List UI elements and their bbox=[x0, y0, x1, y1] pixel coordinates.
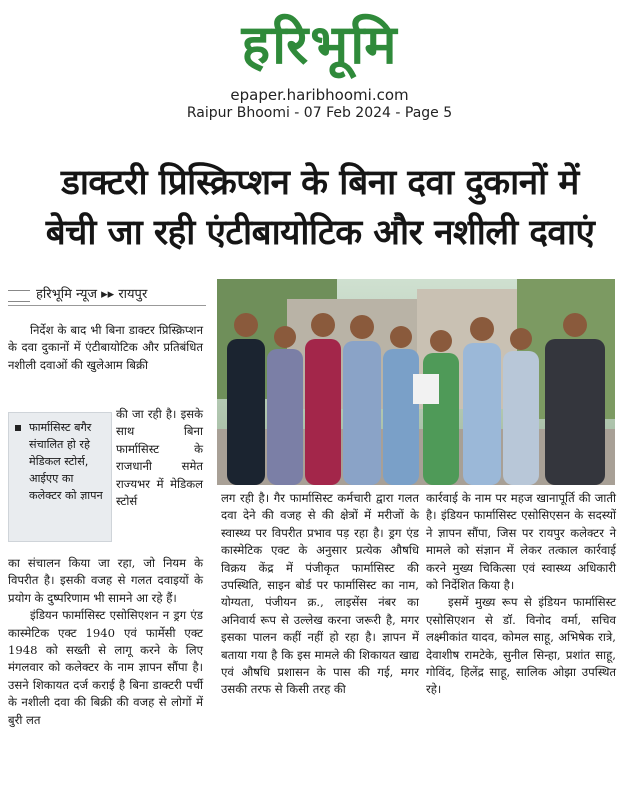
column-1-top bbox=[8, 322, 203, 374]
highlight-text: फार्मासिस्ट बगैर संचालित हो रहे मेडिकल स्टोर्स, आईएए का कलेक्टर को ज्ञापन bbox=[29, 421, 103, 502]
article-headline bbox=[14, 158, 626, 258]
logo-text: हरिभूमि bbox=[241, 13, 399, 76]
column-3 bbox=[426, 490, 616, 699]
paragraph: कार्रवाई के नाम पर महज खानापूर्ति की जाती है। इंडियन फार्मासिस्ट एसोसिएसन के सदस्यों ने ज्ञापन सौंपा, जिस पर रायपुर कलेक्टर ने मामले को संज्ञान में लेकर तत्काल कार्रवाई करने मुख्य चिकित्सा एवं स्वास्थ्य अधिकारी को निर्देशित किया है। bbox=[426, 491, 616, 593]
headline-line-1: डाक्टरी प्रिस्क्रिप्शन के बिना दवा दुकानों में bbox=[61, 163, 579, 203]
byline: हरिभूमि न्यूज ▸▸ रायपुर bbox=[8, 284, 206, 306]
edition-line: Raipur Bhoomi - 07 Feb 2024 - Page 5 bbox=[186, 105, 453, 121]
bullet-square-icon bbox=[15, 425, 21, 431]
column-2 bbox=[221, 490, 419, 699]
paragraph: की जा रही है। इसके साथ बिना फार्मासिस्ट के राजधानी समेत राज्यभर में मेडिकल स्टोर्स bbox=[116, 407, 203, 509]
paragraph: निर्देश के बाद भी बिना डाक्टर प्रिस्क्रिप्शन के दवा दुकानों में एंटीबायोटिक और प्रतिबंधित नशीली दवाओं की खुलेआम बिक्री bbox=[8, 323, 203, 372]
headline-line-2: बेची जा रही एंटीबायोटिक और नशीली दवाएं bbox=[45, 213, 595, 253]
column-1-bottom bbox=[8, 555, 203, 729]
masthead bbox=[0, 0, 639, 128]
epaper-url: epaper.haribhoomi.com bbox=[230, 86, 409, 104]
group-photo-illustration bbox=[217, 279, 615, 485]
article-photo bbox=[217, 279, 615, 485]
column-1-beside-box bbox=[116, 406, 203, 510]
paragraph: इंडियन फार्मासिस्ट एसोसिएशन न ड्रग एंड कास्मेटिक एक्ट 1940 एवं फार्मेसी एक्ट 1948 को सख्ती से लागू करने के लिए मंगलवार को कलेक्टर के नाम ज्ञापन सौंपा है। उसने शिकायत दर्ज कराई है बिना डाक्टरी पर्ची के नशीली दवा की बिक्री की वजह से लोगों में बुरी लत bbox=[8, 608, 203, 727]
highlight-box bbox=[8, 412, 112, 542]
haribhoomi-logo bbox=[174, 12, 466, 78]
paragraph: का संचालन किया जा रहा, जो नियम के विपरीत है। इसकी वजह से गलत दवाइयों के प्रयोग के दुष्परिणाम भी सामने आ रहे हैं। bbox=[8, 556, 203, 605]
paragraph: इसमें मुख्य रूप से इंडियन फार्मासिस्ट एसोसिएशन से डॉ. विनोद वर्मा, सचिव लक्ष्मीकांत यादव, कोमल साहू, अभिषेक रात्रे, देवाशीष रामटेके, सुनील सिन्हा, प्रशांत साहू, गोविंद, हिलेंद्र साहू, सालिक ओझा उपस्थित रहे। bbox=[426, 595, 616, 697]
paragraph: लग रही है। गैर फार्मासिस्ट कर्मचारी द्वारा गलत दवा देने की वजह से की क्षेत्रों में मरीजों के स्वास्थ्य पर विपरीत प्रभाव पड़ रहा है। ड्रग एंड कास्मेटिक एक्ट के अनुसार प्रत्येक औषधि विक्रय केंद्र में पंजीकृत फार्मासिस्ट की उपस्थिति, साइन बोर्ड पर फार्मासिस्ट का नाम, योग्यता, पंजीयन क्र., लाइसेंस नंबर का अनिवार्य रूप से उल्लेख करना जरूरी है, मगर इसका पालन कहीं नहीं हो रहा है। ज्ञापन में बताया गया है कि इस मामले की शिकायत खाद्य एवं औषधि प्रशासन के पास की गई, मगर उसकी तरफ से किसी तरह की bbox=[221, 491, 419, 697]
